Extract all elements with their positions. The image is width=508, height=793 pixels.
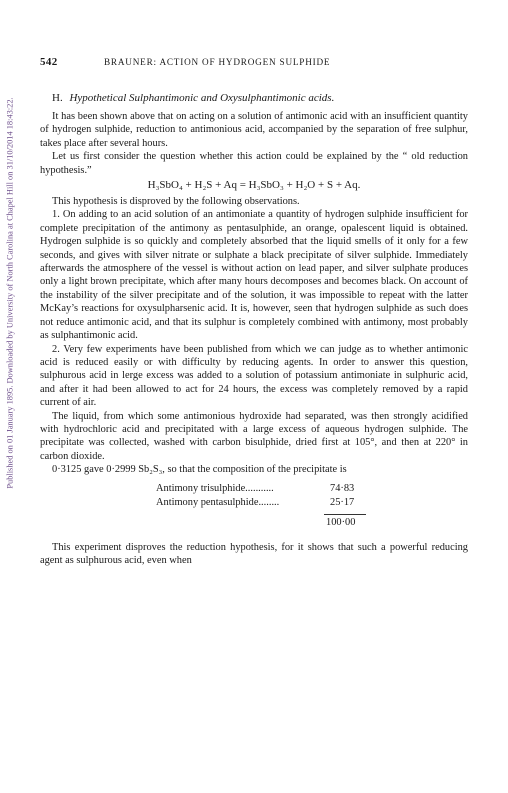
composition-name: Antimony trisulphide........... [156, 482, 274, 494]
paragraph-liquid: The liquid, from which some antimonious hydroxide had separated, was then strongly acidified with hydrochloric acid and precipitated with a large excess of aqueous hydrogen sulphide. The precipitate was collected, washed with carbon bisulphide, dried first at 105°, and then at 220° in carbon dioxide. [40, 410, 468, 462]
composition-value: 25·17 [330, 496, 355, 508]
paragraph-question: Let us first consider the question whether this action could be explained by the “ old reduction hypothesis.” [40, 151, 468, 176]
total-rule [324, 514, 366, 515]
composition-total-value: 100·00 [326, 516, 356, 528]
download-watermark [3, 20, 17, 565]
composition-value: 74·83 [330, 482, 355, 494]
paragraph-observation-1: 1. On adding to an acid solution of an antimoniate a quantity of hydrogen sulphide insufficient for complete precipitation of the antimony as pentasulphide, an orange, opalescent liquid is obtained. Hydrogen sulphide is so quickly and completely absorbed that the liquid smells of it only for a few seconds, and gives with silver nitrate or sulphate a black precipitate of silver sulphide. Immediately afterwards the atmosphere of the vessel is without action on lead paper, and silver sulphate produces only a light brown precipitate, which after many hours decomposes and becomes black. On account of the instability of the silver precipitate and of the solution, it was impossible to repeat with the latter McKay’s reactions for oxysulpharsenic acid. It is, however, seen that hydrogen sulphide as such does not reduce antimonic acid, and that its sulphur is completely combined with antimony, most probably as sulphantimonic acid. [40, 209, 468, 342]
paragraph-observation-2: 2. Very few experiments have been published from which we can judge as to whether antimonic acid is reduced easily or with difficulty by reducing agents. In order to answer this question, sulphurous acid in lerge excess was added to a solution of potassium antimoniate in sulphuric acid, and after it had been allowed to act for 24 hours, the excess was completely removed by a rapid current of air. [40, 343, 468, 409]
download-watermark-text: Published on 01 January 1895. Downloaded by University of North Carolina at Chapel Hill on 31/10/2014 18:43:22. [5, 96, 15, 489]
composition-name: Antimony pentasulphide........ [156, 496, 280, 508]
composition-row [40, 497, 468, 511]
paragraph-intro: It has been shown above that on acting on a solution of antimonic acid with an insufficient quantity of hydrogen sulphide, reduction to antimonious acid, accompanied by the separation of free sulphur, takes place after several hours. [40, 111, 468, 149]
paragraph-result: 0·3125 gave 0·2999 Sb₂S₃, so that the composition of the precipitate is [52, 464, 347, 476]
page-content [40, 56, 468, 567]
running-title: BRAUNER: ACTION OF HYDROGEN SULPHIDE [104, 57, 331, 67]
page-number: 542 [40, 56, 58, 68]
composition-total [40, 517, 468, 531]
paragraph-conclusion: This experiment disproves the reduction hypothesis, for it shows that such a powerful reducing agent as sulphurous acid, even when [40, 541, 468, 566]
section-heading [52, 92, 468, 104]
paragraph-disproved: This hypothesis is disproved by the following observations. [52, 196, 300, 208]
section-title: Hypothetical Sulphantimonic and Oxysulphantimonic acids. [69, 92, 335, 104]
section-label: H. [52, 92, 63, 104]
page-header [40, 56, 468, 70]
composition-table [40, 483, 468, 531]
composition-row [40, 483, 468, 497]
reduction-equation: H₃SbO₄ + H₂S + Aq = H₃SbO₃ + H₂O + S + Aq. [147, 179, 361, 192]
